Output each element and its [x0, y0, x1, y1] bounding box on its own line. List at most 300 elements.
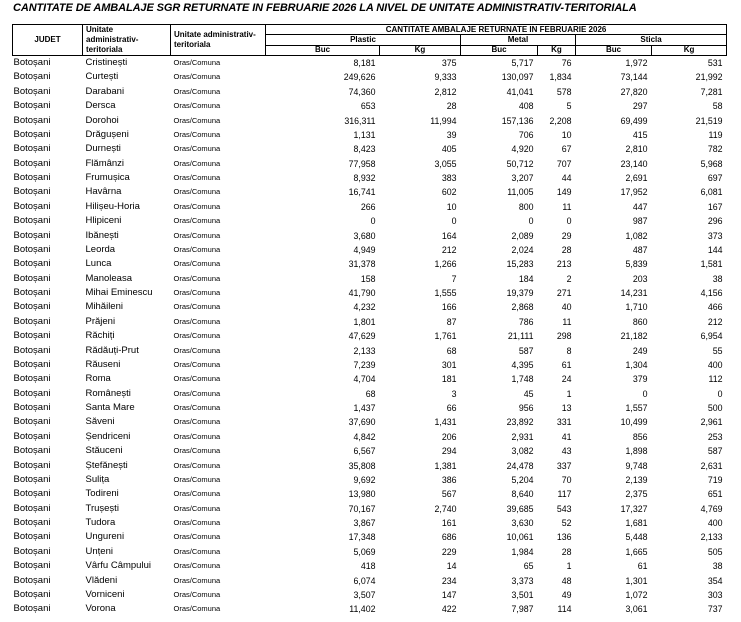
table-row: [13, 444, 727, 458]
uat-cell: Durnești: [85, 143, 121, 155]
uat-type-cell: Oras/Comuna: [173, 403, 221, 412]
metal-buc-cell: 1,748: [511, 374, 534, 385]
plastic-kg-cell: 301: [441, 359, 457, 370]
table-row: [13, 387, 727, 401]
uat-type-cell: Oras/Comuna: [173, 115, 221, 125]
plastic-buc-cell: 9,692: [353, 474, 376, 485]
table-row: [13, 459, 727, 473]
sticla-kg-cell: 737: [707, 604, 723, 615]
uat-type-cell: Oras/Comuna: [173, 244, 221, 254]
uat-cell: Unțeni: [85, 545, 113, 557]
metal-kg-cell: 76: [561, 58, 572, 68]
header-sticla-kg: Kg: [652, 45, 727, 55]
sticla-buc-cell: 1,681: [625, 518, 648, 528]
plastic-kg-cell: 602: [441, 187, 457, 198]
sticla-kg-cell: 651: [707, 489, 723, 500]
sticla-buc-cell: 447: [632, 201, 648, 212]
metal-buc-cell: 39,685: [506, 503, 534, 514]
plastic-buc-cell: 8,932: [353, 173, 376, 183]
metal-buc-cell: 50,712: [506, 158, 534, 169]
uat-cell: Vorniceni: [85, 588, 125, 600]
plastic-buc-cell: 653: [360, 101, 376, 112]
uat-cell: Mihai Eminescu: [85, 287, 153, 298]
uat-cell: Frumușica: [85, 172, 130, 183]
metal-kg-cell: 11: [562, 201, 572, 212]
plastic-kg-cell: 383: [441, 173, 457, 183]
uat-type-cell: Oras/Comuna: [173, 316, 221, 326]
metal-kg-cell: 48: [561, 575, 572, 586]
plastic-buc-cell: 3,680: [353, 230, 376, 241]
table-row: [13, 602, 727, 616]
plastic-buc-cell: 68: [365, 388, 376, 399]
header-uat-type: Unitate administrativ-teritoriala: [171, 25, 266, 56]
sticla-kg-cell: 2,961: [700, 417, 723, 428]
plastic-buc-cell: 6,567: [353, 446, 376, 457]
metal-kg-cell: 298: [556, 331, 572, 342]
uat-type-cell: Oras/Comuna: [173, 388, 221, 398]
plastic-buc-cell: 1,131: [353, 129, 376, 140]
metal-kg-cell: 41: [561, 431, 572, 442]
sticla-kg-cell: 212: [707, 316, 723, 327]
plastic-kg-cell: 3: [451, 388, 457, 399]
plastic-buc-cell: 4,704: [353, 374, 376, 385]
uat-type-cell: Oras/Comuna: [173, 187, 221, 197]
uat-cell: Drăgușeni: [85, 128, 129, 140]
plastic-kg-cell: 294: [441, 446, 457, 457]
plastic-kg-cell: 161: [441, 518, 457, 528]
table-row: [13, 272, 727, 286]
uat-cell: Dorohoi: [85, 114, 119, 126]
uat-cell: Dersca: [85, 100, 116, 112]
uat-type-cell: Oras/Comuna: [173, 518, 221, 527]
judet-cell: Botoșani: [13, 502, 51, 514]
table-row: [13, 171, 727, 185]
uat-cell: Cristinești: [85, 57, 128, 68]
metal-buc-cell: 4,395: [511, 359, 534, 370]
judet-cell: Botoșani: [13, 531, 51, 543]
plastic-buc-cell: 74,360: [348, 86, 376, 97]
plastic-kg-cell: 206: [441, 431, 457, 442]
metal-buc-cell: 157,136: [501, 115, 534, 126]
table-row: [13, 545, 727, 559]
metal-kg-cell: 24: [561, 374, 572, 385]
metal-kg-cell: 136: [556, 532, 572, 543]
metal-buc-cell: 3,630: [511, 518, 534, 528]
sticla-buc-cell: 1,898: [625, 446, 648, 457]
sticla-kg-cell: 21,992: [695, 72, 723, 83]
header-uat: Unitate administrativ-teritoriala: [83, 25, 171, 56]
plastic-kg-cell: 229: [441, 546, 457, 557]
plastic-buc-cell: 8,181: [353, 58, 376, 68]
sticla-kg-cell: 4,156: [700, 288, 723, 298]
sticla-buc-cell: 61: [637, 561, 648, 572]
judet-cell: Botoșani: [13, 430, 51, 442]
sticla-buc-cell: 2,375: [625, 489, 648, 500]
uat-cell: Roma: [85, 373, 111, 385]
judet-cell: Botoșani: [13, 473, 51, 485]
judet-cell: Botoșani: [13, 229, 51, 241]
plastic-buc-cell: 249,626: [343, 72, 376, 83]
uat-cell: Santa Mare: [85, 402, 135, 413]
judet-cell: Botoșani: [13, 128, 51, 140]
judet-cell: Botoșani: [13, 215, 51, 227]
metal-kg-cell: 11: [562, 316, 572, 327]
plastic-buc-cell: 158: [360, 273, 376, 284]
judet-cell: Botoșani: [13, 330, 51, 342]
table-row: [13, 559, 727, 573]
metal-buc-cell: 956: [518, 403, 534, 413]
sticla-kg-cell: 112: [708, 374, 723, 385]
judet-cell: Botoșani: [13, 186, 51, 198]
table-row: [13, 157, 727, 171]
metal-kg-cell: 271: [556, 288, 572, 298]
metal-buc-cell: 800: [518, 201, 534, 212]
plastic-kg-cell: 1,761: [434, 331, 457, 342]
metal-kg-cell: 1: [566, 561, 572, 572]
plastic-kg-cell: 9,333: [434, 72, 457, 83]
plastic-buc-cell: 7,239: [353, 359, 376, 370]
uat-type-cell: Oras/Comuna: [173, 201, 221, 211]
metal-buc-cell: 4,920: [511, 144, 534, 155]
sticla-kg-cell: 7,281: [700, 86, 723, 97]
sticla-buc-cell: 17,952: [620, 187, 648, 198]
table-row: [13, 516, 727, 530]
uat-type-cell: Oras/Comuna: [173, 489, 221, 499]
sticla-buc-cell: 1,665: [625, 546, 648, 557]
table-row: [13, 200, 727, 214]
sticla-buc-cell: 1,972: [625, 58, 648, 68]
sticla-kg-cell: 38: [712, 273, 723, 284]
uat-cell: Havârna: [85, 186, 122, 198]
plastic-buc-cell: 47,629: [348, 331, 376, 342]
sticla-buc-cell: 203: [632, 273, 648, 284]
metal-buc-cell: 19,379: [506, 288, 534, 298]
metal-kg-cell: 10: [561, 129, 572, 140]
header-metal-buc: Buc: [461, 45, 538, 55]
uat-cell: Todireni: [85, 488, 119, 500]
table-row: [13, 229, 727, 243]
header-judet: JUDET: [13, 25, 83, 56]
plastic-kg-cell: 375: [441, 58, 457, 68]
uat-type-cell: Oras/Comuna: [173, 532, 221, 542]
plastic-kg-cell: 234: [441, 575, 457, 586]
uat-type-cell: Oras/Comuna: [173, 302, 221, 312]
judet-cell: Botoșani: [13, 315, 51, 327]
sticla-kg-cell: 354: [707, 575, 723, 586]
sticla-buc-cell: 69,499: [620, 115, 648, 126]
report-title: CANTITATE DE AMBALAJE SGR RETURNATE IN FEBRUARIE 2026 LA NIVEL DE UNITATE ADMINISTRATIV-TERITORIALA: [13, 2, 637, 14]
plastic-buc-cell: 3,507: [353, 589, 376, 600]
plastic-kg-cell: 405: [441, 144, 457, 155]
uat-cell: Vorona: [85, 603, 116, 615]
plastic-kg-cell: 68: [446, 345, 457, 356]
plastic-kg-cell: 686: [441, 532, 457, 543]
sticla-kg-cell: 6,954: [700, 331, 723, 342]
uat-type-cell: Oras/Comuna: [173, 101, 221, 111]
header-metal-kg: Kg: [538, 45, 576, 55]
table-row: [13, 401, 727, 415]
metal-kg-cell: 1,834: [549, 72, 572, 83]
table-row: [13, 214, 727, 228]
table-row: [13, 99, 727, 113]
sticla-kg-cell: 505: [707, 546, 723, 557]
metal-buc-cell: 2,931: [511, 431, 534, 442]
judet-cell: Botoșani: [13, 85, 51, 97]
judet-cell: Botoșani: [13, 560, 51, 572]
plastic-kg-cell: 567: [441, 489, 457, 500]
sticla-buc-cell: 14,231: [620, 288, 648, 298]
uat-type-cell: Oras/Comuna: [173, 546, 221, 556]
uat-cell: Vârfu Câmpului: [85, 560, 151, 572]
uat-cell: Mihăileni: [85, 301, 123, 313]
metal-kg-cell: 5: [566, 101, 572, 112]
sticla-kg-cell: 2,133: [700, 532, 723, 543]
metal-kg-cell: 29: [561, 230, 572, 241]
sticla-buc-cell: 2,139: [625, 474, 648, 485]
sticla-kg-cell: 531: [707, 58, 723, 68]
judet-cell: Botoșani: [13, 358, 51, 370]
plastic-kg-cell: 7: [451, 273, 457, 284]
metal-buc-cell: 0: [528, 216, 534, 227]
judet-cell: Botoșani: [13, 416, 51, 428]
plastic-kg-cell: 11,994: [430, 115, 457, 126]
plastic-buc-cell: 17,348: [348, 532, 376, 543]
sticla-kg-cell: 38: [712, 561, 723, 572]
header-sticla-buc: Buc: [576, 45, 652, 55]
table-row: [13, 574, 727, 588]
judet-cell: Botoșani: [13, 445, 51, 457]
sticla-kg-cell: 0: [717, 388, 723, 399]
sticla-buc-cell: 10,499: [620, 417, 648, 428]
table-row: [13, 430, 727, 444]
sticla-buc-cell: 5,448: [625, 532, 648, 543]
metal-kg-cell: 70: [561, 474, 572, 485]
returned-packaging-table: [12, 24, 727, 617]
plastic-kg-cell: 181: [441, 374, 457, 385]
sticla-buc-cell: 297: [632, 101, 648, 112]
metal-kg-cell: 28: [561, 546, 572, 557]
sticla-buc-cell: 1,710: [625, 302, 648, 313]
plastic-buc-cell: 35,808: [348, 460, 376, 471]
sticla-kg-cell: 400: [707, 518, 723, 528]
table-row: [13, 415, 727, 429]
sticla-buc-cell: 5,839: [625, 259, 648, 270]
uat-type-cell: Oras/Comuna: [173, 144, 221, 154]
sticla-buc-cell: 856: [632, 431, 648, 442]
uat-cell: Prăjeni: [85, 315, 116, 327]
uat-cell: Săveni: [85, 416, 115, 428]
sticla-buc-cell: 1,557: [625, 403, 648, 413]
table-row: [13, 185, 727, 199]
sticla-kg-cell: 373: [707, 230, 723, 241]
metal-buc-cell: 2,868: [511, 302, 534, 313]
metal-buc-cell: 5,717: [511, 58, 534, 68]
table-row: [13, 243, 727, 257]
metal-kg-cell: 114: [557, 604, 572, 615]
sticla-buc-cell: 21,182: [620, 331, 648, 342]
uat-type-cell: Oras/Comuna: [173, 259, 221, 269]
metal-buc-cell: 1,984: [511, 546, 534, 557]
uat-type-cell: Oras/Comuna: [173, 446, 221, 456]
table-row: [13, 56, 727, 71]
plastic-buc-cell: 2,133: [353, 345, 376, 356]
uat-type-cell: Oras/Comuna: [173, 431, 221, 441]
judet-cell: Botoșani: [13, 143, 51, 155]
metal-kg-cell: 44: [561, 173, 572, 183]
table-row: [13, 286, 727, 300]
table-row: [13, 128, 727, 142]
metal-kg-cell: 28: [561, 244, 572, 255]
metal-buc-cell: 2,089: [511, 230, 534, 241]
uat-type-cell: Oras/Comuna: [173, 58, 221, 67]
uat-type-cell: Oras/Comuna: [173, 460, 221, 470]
metal-kg-cell: 213: [556, 259, 572, 270]
uat-cell: Rădăuți-Prut: [85, 344, 139, 356]
sticla-buc-cell: 3,061: [625, 604, 648, 615]
uat-cell: Leorda: [85, 243, 116, 255]
judet-cell: Botoșani: [13, 157, 51, 169]
judet-cell: Botoșani: [13, 200, 51, 212]
metal-buc-cell: 7,987: [511, 604, 534, 615]
sticla-kg-cell: 400: [707, 359, 723, 370]
uat-type-cell: Oras/Comuna: [173, 86, 221, 96]
judet-cell: Botoșani: [13, 243, 51, 255]
uat-type-cell: Oras/Comuna: [173, 575, 221, 585]
plastic-buc-cell: 11,402: [349, 604, 376, 615]
uat-cell: Manoleasa: [85, 272, 132, 284]
metal-buc-cell: 184: [518, 273, 534, 284]
uat-type-cell: Oras/Comuna: [173, 359, 221, 369]
judet-cell: Botoșani: [13, 459, 51, 471]
plastic-kg-cell: 1,266: [434, 259, 457, 270]
sticla-buc-cell: 17,327: [620, 503, 648, 514]
metal-kg-cell: 8: [566, 345, 572, 356]
metal-buc-cell: 24,478: [506, 460, 534, 471]
plastic-kg-cell: 1,431: [434, 417, 457, 428]
metal-buc-cell: 3,501: [511, 589, 534, 600]
uat-cell: Lunca: [85, 258, 112, 270]
plastic-kg-cell: 212: [441, 244, 457, 255]
metal-kg-cell: 331: [556, 417, 572, 428]
header-returned-group: CANTITATE AMBALAJE RETURNATE IN FEBRUARIE 2026: [266, 25, 727, 35]
sticla-buc-cell: 249: [632, 345, 648, 356]
table-row: [13, 487, 727, 501]
uat-cell: Flămânzi: [85, 157, 125, 169]
sticla-kg-cell: 303: [707, 589, 723, 600]
metal-kg-cell: 49: [561, 589, 572, 600]
sticla-buc-cell: 23,140: [620, 158, 648, 169]
uat-type-cell: Oras/Comuna: [173, 374, 221, 384]
judet-cell: Botoșani: [13, 402, 51, 413]
metal-buc-cell: 8,640: [511, 489, 534, 500]
metal-buc-cell: 587: [518, 345, 534, 356]
sticla-kg-cell: 719: [707, 474, 723, 485]
sticla-kg-cell: 296: [707, 216, 723, 227]
uat-cell: Românești: [85, 387, 131, 399]
uat-cell: Hilișeu-Horia: [85, 200, 140, 212]
sticla-buc-cell: 0: [642, 388, 648, 399]
metal-buc-cell: 41,041: [506, 86, 534, 97]
judet-cell: Botoșani: [13, 603, 51, 615]
table-row: [13, 502, 727, 516]
sticla-kg-cell: 6,081: [700, 187, 723, 198]
plastic-kg-cell: 10: [446, 201, 457, 212]
header-plastic-kg: Kg: [380, 45, 461, 55]
plastic-kg-cell: 28: [446, 101, 457, 112]
sticla-kg-cell: 782: [707, 144, 723, 155]
judet-cell: Botoșani: [13, 387, 51, 399]
sticla-buc-cell: 9,748: [625, 460, 648, 471]
uat-type-cell: Oras/Comuna: [173, 129, 221, 139]
judet-cell: Botoșani: [13, 57, 51, 68]
uat-type-cell: Oras/Comuna: [173, 604, 221, 614]
uat-type-cell: Oras/Comuna: [173, 216, 221, 226]
sticla-buc-cell: 860: [632, 316, 648, 327]
uat-cell: Răuseni: [85, 358, 121, 370]
plastic-kg-cell: 1,555: [434, 288, 457, 298]
metal-kg-cell: 1: [566, 388, 572, 399]
metal-kg-cell: 149: [556, 187, 572, 198]
uat-cell: Tudora: [85, 517, 116, 528]
uat-type-cell: Oras/Comuna: [173, 158, 221, 168]
sticla-kg-cell: 253: [707, 431, 723, 442]
uat-cell: Răchiți: [85, 330, 115, 342]
plastic-kg-cell: 39: [446, 129, 457, 140]
plastic-kg-cell: 386: [441, 474, 457, 485]
metal-buc-cell: 21,111: [507, 331, 534, 342]
uat-cell: Curtești: [85, 71, 119, 83]
sticla-kg-cell: 5,968: [700, 158, 723, 169]
table-row: [13, 372, 727, 386]
uat-type-cell: Oras/Comuna: [173, 230, 221, 240]
uat-type-cell: Oras/Comuna: [173, 474, 221, 484]
plastic-buc-cell: 266: [360, 201, 376, 212]
sticla-buc-cell: 1,072: [625, 589, 648, 600]
sticla-buc-cell: 73,144: [620, 72, 648, 83]
metal-kg-cell: 67: [561, 144, 572, 155]
metal-kg-cell: 2,208: [549, 115, 572, 126]
plastic-buc-cell: 31,378: [348, 259, 376, 270]
metal-kg-cell: 337: [556, 460, 572, 471]
plastic-kg-cell: 87: [446, 316, 457, 327]
metal-kg-cell: 13: [561, 403, 572, 413]
sticla-buc-cell: 1,301: [625, 575, 648, 586]
table-row: [13, 358, 727, 372]
judet-cell: Botoșani: [13, 588, 51, 600]
sticla-buc-cell: 487: [632, 244, 648, 255]
uat-cell: Stăuceni: [85, 445, 123, 457]
metal-kg-cell: 43: [561, 446, 572, 457]
judet-cell: Botoșani: [13, 172, 51, 183]
plastic-kg-cell: 2,740: [434, 503, 457, 514]
sticla-kg-cell: 2,631: [700, 460, 723, 471]
plastic-kg-cell: 1,381: [434, 460, 457, 471]
header-metal: Metal: [461, 35, 576, 45]
uat-cell: Sulița: [85, 473, 110, 485]
metal-buc-cell: 10,061: [506, 532, 534, 543]
uat-type-cell: Oras/Comuna: [173, 589, 221, 599]
sticla-kg-cell: 119: [708, 129, 723, 140]
metal-buc-cell: 408: [518, 101, 534, 112]
uat-type-cell: Oras/Comuna: [173, 417, 221, 427]
judet-cell: Botoșani: [13, 272, 51, 284]
metal-kg-cell: 2: [566, 273, 572, 284]
uat-type-cell: Oras/Comuna: [173, 72, 221, 82]
metal-kg-cell: 0: [566, 216, 572, 227]
plastic-buc-cell: 4,949: [353, 244, 376, 255]
metal-kg-cell: 61: [561, 359, 572, 370]
metal-buc-cell: 5,204: [511, 474, 534, 485]
